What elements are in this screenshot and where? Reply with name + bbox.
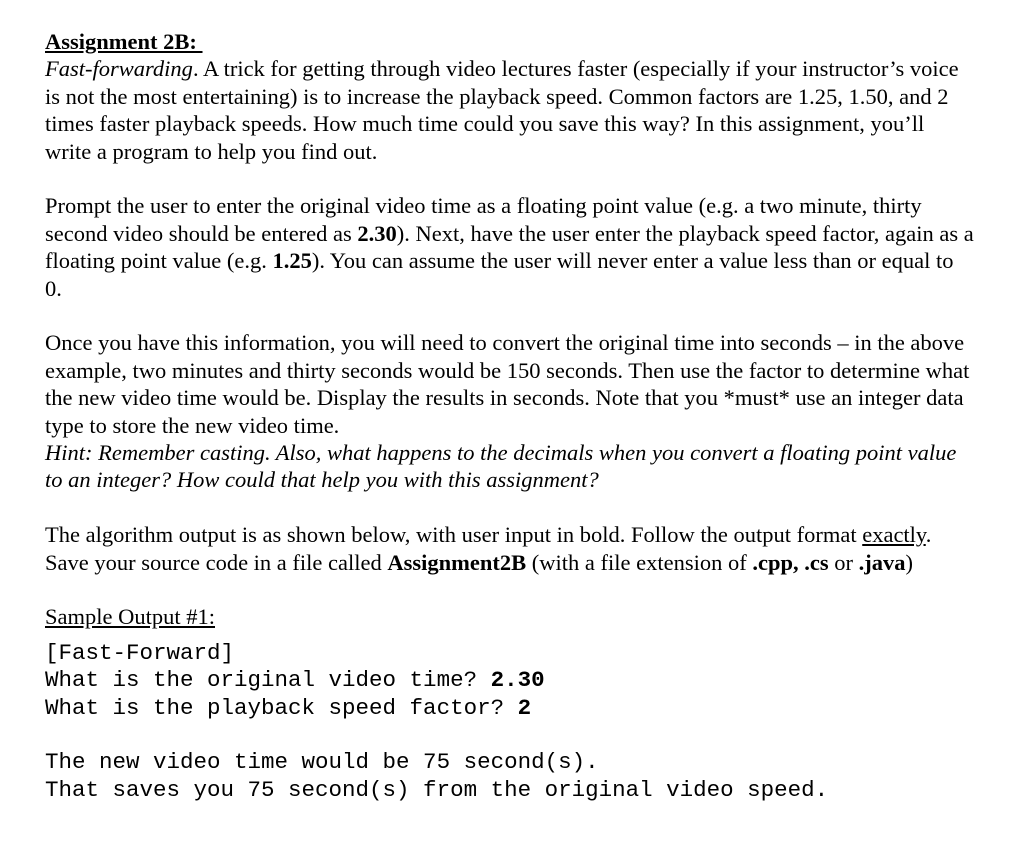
prompt-text-2: ). Next, have the user enter the playback speed factor, again as a floating point value (e.g. xyxy=(45,220,974,274)
sample-question-1 xyxy=(45,667,975,694)
assignment-title: Assignment 2B: xyxy=(45,29,203,54)
sample-output-block xyxy=(45,640,975,804)
question-1-prompt: What is the original video time? xyxy=(45,667,491,694)
prompt-text-1: Prompt the user to enter the original video time as a floating point value (e.g. a two minute, thirty second video should be entered as xyxy=(45,193,922,246)
hint-paragraph: Hint: Remember casting. Also, what happens to the decimals when you convert a floating point value to an integer? How could that help you with this assignment? xyxy=(45,440,957,493)
format-paragraph xyxy=(45,521,975,576)
question-2-input: 2 xyxy=(517,694,532,721)
assignment-document xyxy=(45,28,975,804)
sample-question-2 xyxy=(45,695,975,722)
blank-line xyxy=(45,722,975,749)
intro-term: Fast-forwarding xyxy=(45,56,193,82)
format-text-2: . Save your source code in a file called xyxy=(45,522,932,575)
intro-paragraph xyxy=(45,55,975,165)
conversion-paragraph: Once you have this information, you will need to convert the original time into seconds – in the above example, two minutes and thirty seconds would be 150 seconds. Then use the factor to determine what the new video time would be. Display the results in seconds. Note that you *must* use an integer data type to store the new video time. xyxy=(45,330,970,438)
example-time: 2.30 xyxy=(357,220,397,246)
sample-header-line: [Fast-Forward] xyxy=(45,639,235,666)
question-2-prompt: What is the playback speed factor? xyxy=(45,694,518,721)
exactly-word: exactly xyxy=(862,522,926,548)
format-text-1: The algorithm output is as shown below, with user input in bold. Follow the output format xyxy=(45,522,863,548)
prompt-paragraph xyxy=(45,192,975,302)
ext-sep-2: or xyxy=(828,549,859,575)
ext-cs: .cs xyxy=(804,549,829,575)
source-filename: Assignment2B xyxy=(387,549,527,575)
ext-java: .java xyxy=(858,549,906,575)
intro-text: . A trick for getting through video lectures faster (especially if your instructor’s voice is not the most entertaining) is to increase the playback speed. Common factors are 1.25, 1.50, and 2 times faster playback speeds. How much time could you save this way? In this assignment, you’ll write a program to help you find out. xyxy=(45,56,959,164)
prompt-text-3: ). You can assume the user will never enter a value less than or equal to 0. xyxy=(45,248,954,301)
sample-output-label: Sample Output #1: xyxy=(45,604,215,630)
question-1-input: 2.30 xyxy=(490,667,545,694)
format-text-4: ) xyxy=(905,549,913,575)
format-text-3: (with a file extension of xyxy=(526,549,753,575)
sample-result-2: That saves you 75 second(s) from the original video speed. xyxy=(45,776,829,803)
example-factor: 1.25 xyxy=(272,248,312,274)
ext-cpp: .cpp xyxy=(752,549,793,575)
sample-result-1: The new video time would be 75 second(s). xyxy=(45,749,599,776)
ext-sep-1: , xyxy=(792,549,805,575)
